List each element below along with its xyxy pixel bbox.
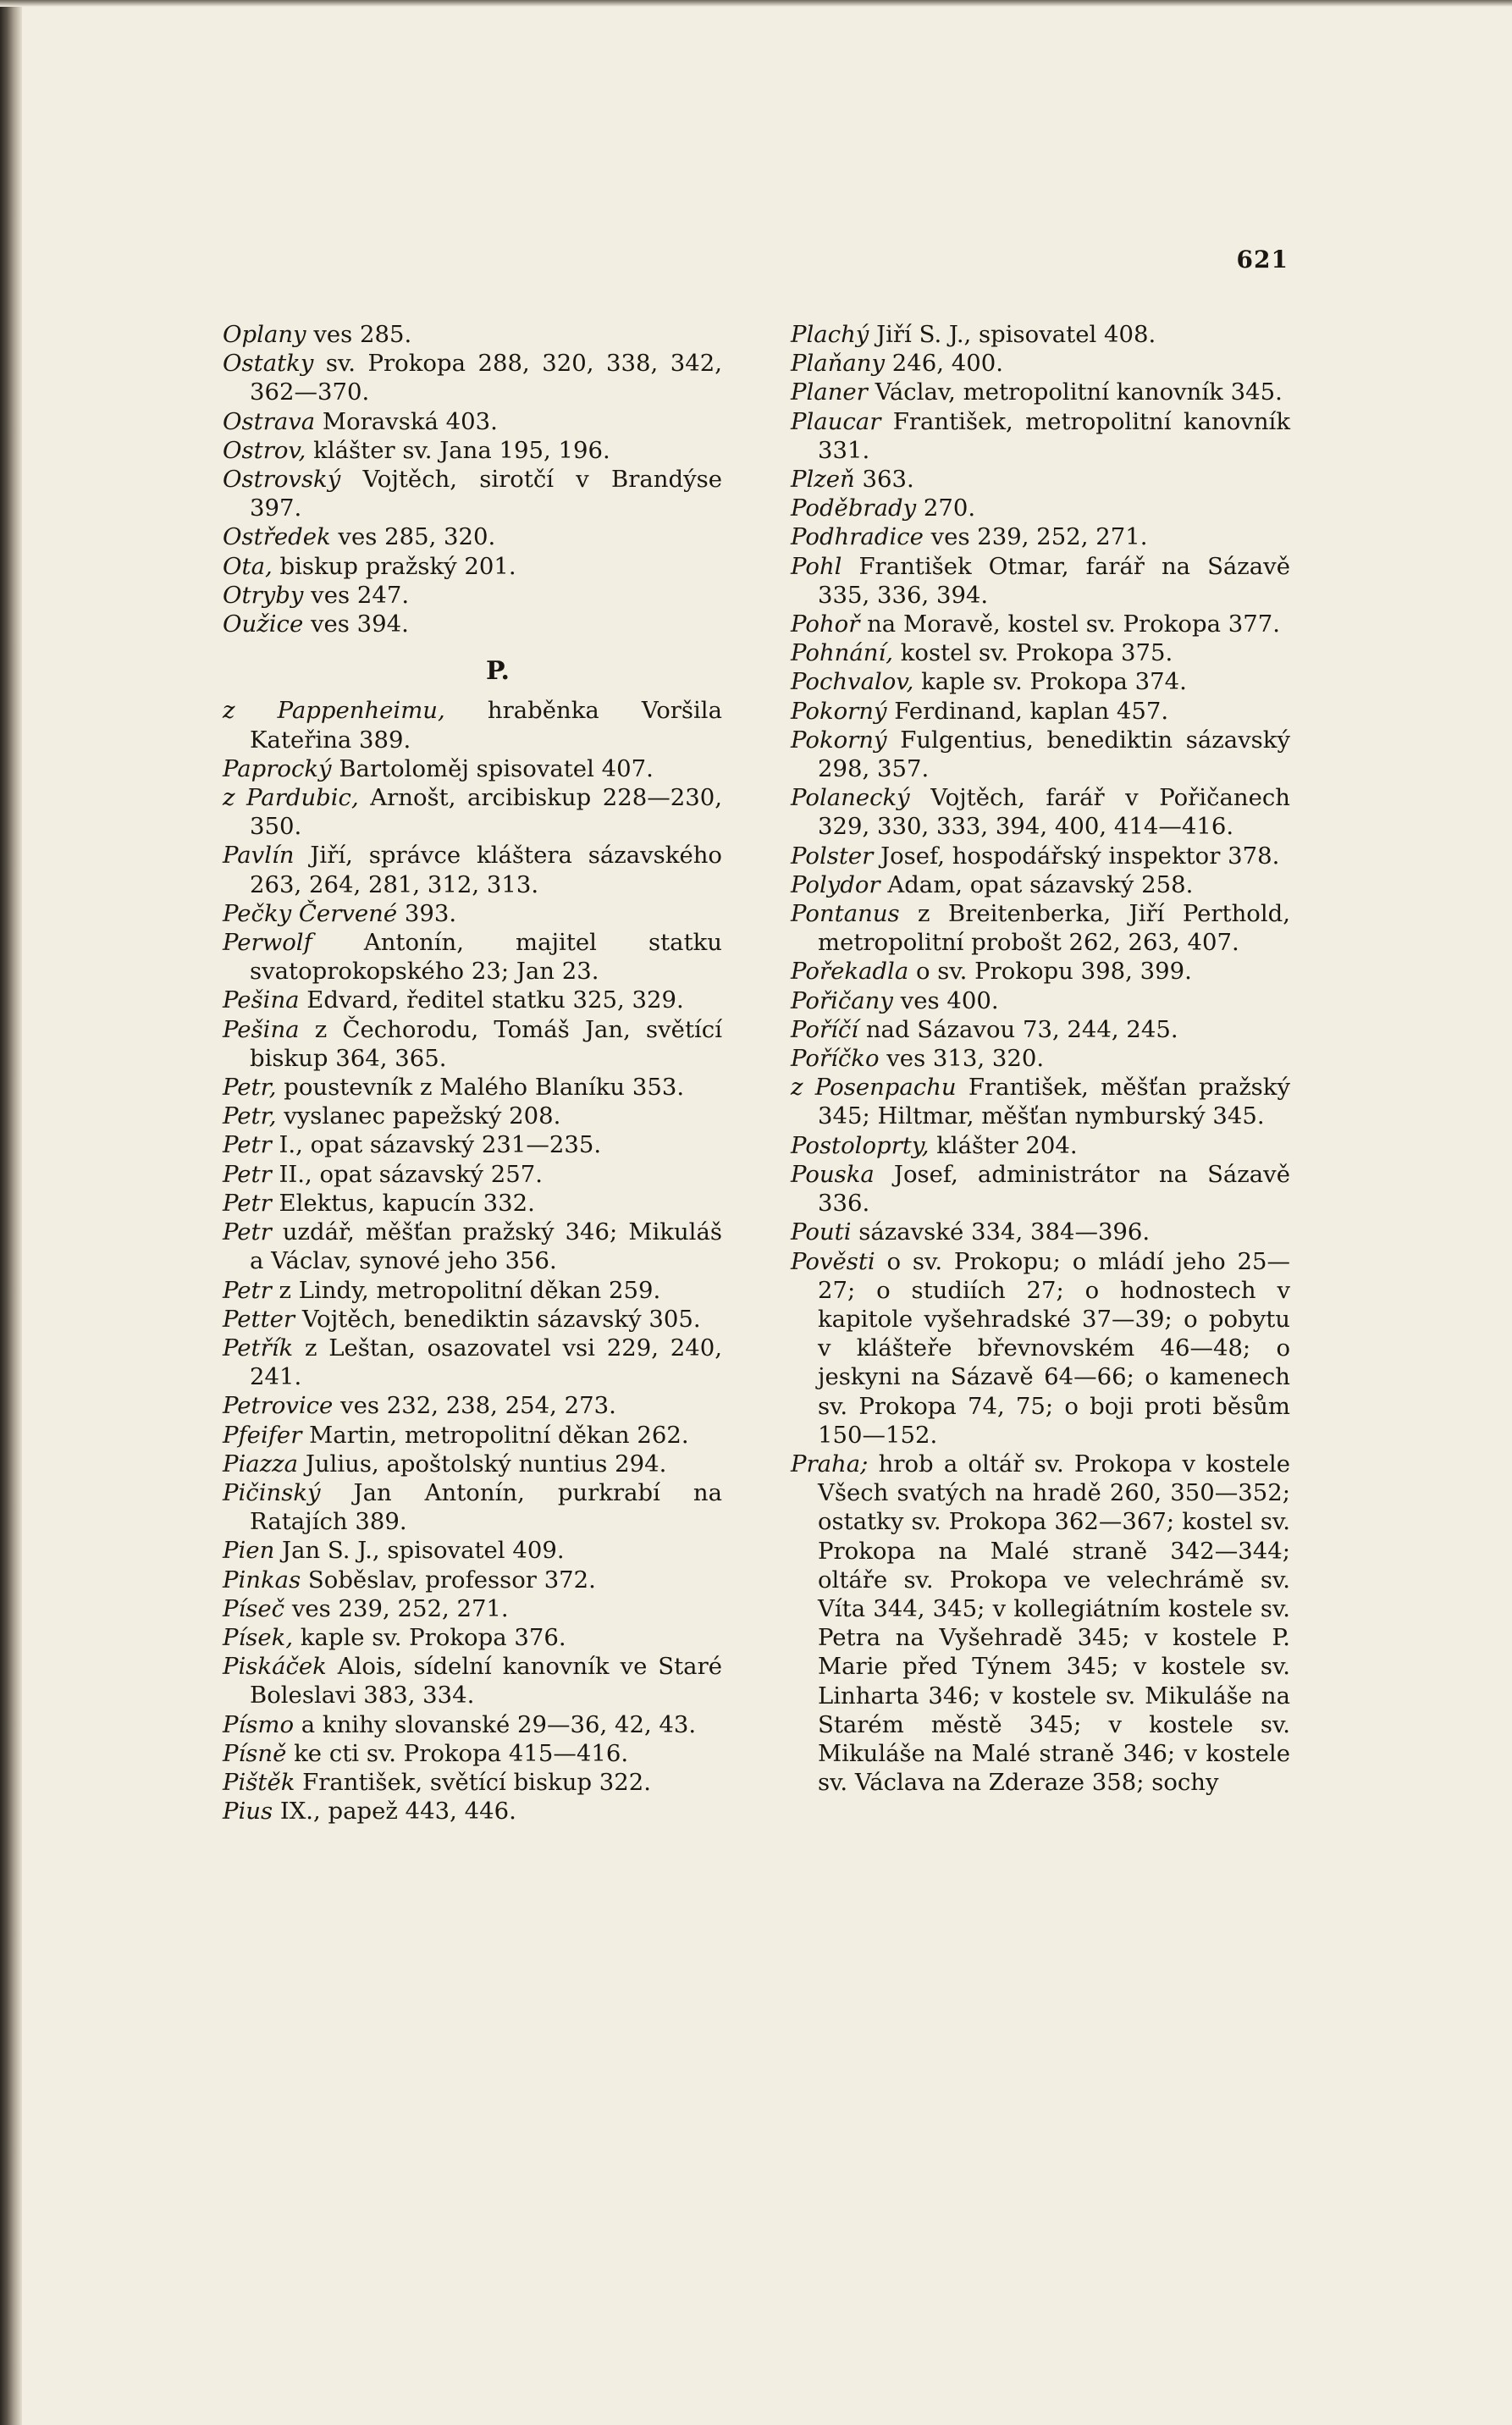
entry-references: Jan S. J., spisovatel 409. (274, 1537, 565, 1565)
entry-headword: Pien (223, 1537, 275, 1565)
entry-headword: Ota, (223, 552, 273, 580)
index-entry (791, 870, 1290, 899)
index-entry (791, 1073, 1290, 1130)
entry-headword: Petr, (223, 1074, 277, 1102)
entry-references: ves 313, 320. (879, 1045, 1045, 1073)
entry-references: klášter 204. (929, 1131, 1078, 1159)
index-entry (223, 1450, 722, 1478)
entry-headword: Praha; (791, 1450, 869, 1478)
entry-headword: Pověsti (791, 1247, 875, 1275)
index-entry (223, 1276, 722, 1305)
index-entry (791, 1044, 1290, 1073)
entry-headword: Pešina (223, 986, 300, 1014)
index-entry (791, 1247, 1290, 1450)
entry-headword: Postoloprty, (791, 1131, 930, 1159)
entry-references: uzdář, měšťan pražský 346; Mikuláš a Václav, synové jeho 356. (250, 1218, 722, 1275)
entry-headword: Pečky Červené (223, 899, 398, 927)
entry-headword: Píseč (223, 1594, 285, 1622)
book-binding-shadow (0, 0, 22, 2425)
entry-references: kaple sv. Prokopa 374. (913, 668, 1187, 696)
left-column (223, 320, 722, 1826)
entry-references: Adam, opat sázavský 258. (880, 870, 1194, 898)
entry-references: František, světící biskup 322. (295, 1768, 652, 1796)
index-entry (791, 1015, 1290, 1044)
entry-references: 270. (916, 494, 976, 522)
right-column (791, 320, 1290, 1797)
entry-references: sázavské 334, 384—396. (851, 1218, 1151, 1246)
index-entry (223, 1594, 722, 1623)
entry-headword: Ostrov, (223, 436, 306, 464)
entry-headword: Písmo (223, 1710, 295, 1738)
entry-headword: Pokorný (791, 726, 887, 754)
index-entry (791, 349, 1290, 378)
entry-headword: Poděbrady (791, 494, 917, 522)
index-entry (791, 783, 1290, 841)
entry-references: z Breitenberka, Jiří Perthold, metropolitní probošt 262, 263, 407. (818, 900, 1290, 957)
entry-references: klášter sv. Jana 195, 196. (306, 436, 610, 464)
index-entry (223, 841, 722, 898)
entry-headword: Písně (223, 1739, 287, 1767)
entry-references: Soběslav, professor 372. (301, 1566, 596, 1594)
entry-headword: Oplany (223, 321, 306, 348)
entry-references: z Leštan, osazovatel vsi 229, 240, 241. (250, 1334, 722, 1391)
entry-references: Fulgentius, benediktin sázavský 298, 357. (818, 726, 1290, 783)
entry-references: ves 285. (306, 321, 412, 348)
entry-references: nad Sázavou 73, 244, 245. (858, 1015, 1178, 1043)
index-entry (791, 1450, 1290, 1797)
index-entry (791, 610, 1290, 638)
index-entry (223, 783, 722, 841)
index-entry (791, 1131, 1290, 1160)
index-entry (791, 465, 1290, 494)
index-entry (223, 1652, 722, 1710)
entry-headword: Pochvalov, (791, 668, 914, 696)
entry-headword: Plaňany (791, 350, 886, 378)
entry-headword: Oužice (223, 610, 304, 638)
entry-headword: Ostředek (223, 523, 331, 551)
entry-headword: Plzeň (791, 466, 855, 494)
entry-references: Ferdinand, kaplan 457. (886, 697, 1169, 725)
page-top-edge (0, 0, 1512, 7)
page-number: 621 (1236, 246, 1289, 273)
entry-references: 393. (397, 899, 457, 927)
entry-headword: Pešina (223, 1015, 300, 1043)
entry-references: Moravská 403. (315, 407, 498, 435)
entry-references: ves 239, 252, 271. (923, 523, 1148, 551)
index-entry (223, 754, 722, 783)
entry-headword: z Posenpachu (791, 1074, 957, 1102)
entry-references: Josef, administrátor na Sázavě 336. (818, 1160, 1290, 1218)
entry-references: o sv. Prokopu; o mládí jeho 25—27; o studiích 27; o hodnostech v kapitole vyšehradské 37—39; o pobytu v klášteře břevnovském 46—48; o jeskyni na Sázavě 64—66; o kamenech sv. Prokopa 74, 75; o boji proti běsům 150—152. (818, 1247, 1290, 1449)
entry-references: Josef, hospodářský inspektor 378. (873, 842, 1280, 870)
index-entry (223, 436, 722, 465)
index-entry (223, 581, 722, 610)
entry-references: Martin, metropolitní děkan 262. (301, 1421, 689, 1449)
entry-headword: Petter (223, 1305, 295, 1333)
entry-headword: Piazza (223, 1450, 299, 1478)
index-entry (791, 986, 1290, 1015)
left-entries-before (223, 320, 722, 638)
entry-headword: Pohl (791, 552, 842, 580)
entry-headword: Petr (223, 1218, 272, 1246)
index-entry (223, 1073, 722, 1102)
entry-references: IX., papež 443, 446. (273, 1798, 516, 1826)
entry-headword: Pius (223, 1798, 273, 1826)
entry-references: ves 285, 320. (330, 523, 496, 551)
entry-references: hrob a oltář sv. Prokopa v kostele Všech svatých na hradě 260, 350—352; ostatky sv. Prokopa 362—367; kostel sv. Prokopa na Malé straně 342—344; oltáře sv. Prokopa ve velechrámě sv. Víta 344, 345; v kollegiátním kostele sv. Petra na Vyšehradě 345; v kostele P. Marie před Týnem 345; v kostele sv. Linharta 346; v kostele sv. Mikuláše na Starém městě 345; v kostele sv. Mikuláše na Malé straně 346; v kostele sv. Václava na Zderaze 358; sochy (818, 1450, 1290, 1797)
index-entry (223, 1478, 722, 1536)
index-entry (791, 494, 1290, 522)
entry-references: ves 247. (303, 581, 410, 609)
entry-references: hraběnka Voršila Kateřina 389. (250, 697, 722, 754)
entry-headword: Pontanus (791, 900, 900, 928)
index-entry (223, 349, 722, 406)
entry-references: o sv. Prokopu 398, 399. (908, 958, 1192, 986)
entry-references: kaple sv. Prokopa 376. (293, 1623, 566, 1651)
entry-references: vyslanec papežský 208. (276, 1102, 561, 1130)
index-entry (791, 378, 1290, 406)
entry-headword: Pavlín (223, 842, 295, 870)
index-entry (791, 667, 1290, 696)
entry-headword: Pohnání, (791, 639, 894, 667)
entry-references: ves 394. (303, 610, 409, 638)
entry-headword: Písek, (223, 1623, 294, 1651)
entry-references: poustevník z Malého Blaníku 353. (276, 1074, 685, 1102)
entry-headword: Petr (223, 1160, 272, 1188)
section-letter: P. (485, 656, 510, 687)
entry-references: Vojtěch, sirotčí v Brandýse 397. (250, 466, 722, 522)
right-entries (791, 320, 1290, 1797)
entry-headword: Petr (223, 1276, 272, 1304)
entry-headword: Pořičany (791, 986, 893, 1014)
entry-headword: Ostrovský (223, 466, 341, 494)
entry-references: Václav, metropolitní kanovník 345. (867, 378, 1283, 406)
index-entry (223, 986, 722, 1014)
entry-headword: Poříčí (791, 1015, 859, 1043)
index-entry (223, 1130, 722, 1159)
entry-headword: Pfeifer (223, 1421, 302, 1449)
index-entry (223, 552, 722, 581)
index-entry (223, 1334, 722, 1391)
entry-headword: Petřík (223, 1334, 294, 1362)
index-entry (223, 320, 722, 349)
index-entry (791, 899, 1290, 957)
index-entry (223, 407, 722, 436)
index-entry (791, 957, 1290, 986)
index-entry (791, 638, 1290, 667)
entry-headword: Polster (791, 842, 874, 870)
entry-references: Alois, sídelní kanovník ve Staré Boleslavi 383, 334. (250, 1653, 722, 1710)
index-entry (223, 1421, 722, 1450)
entry-headword: Petr (223, 1189, 272, 1217)
entry-references: Vojtěch, farář v Pořičanech 329, 330, 333, 394, 400, 414—416. (818, 784, 1290, 841)
index-entry (791, 697, 1290, 726)
index-entry (223, 465, 722, 522)
entry-headword: Plaucar (791, 407, 881, 435)
entry-headword: Pouti (791, 1218, 852, 1246)
index-entry (223, 610, 722, 638)
entry-references: Jiří, správce kláštera sázavského 263, 264, 281, 312, 313. (250, 842, 722, 898)
index-entry (223, 696, 722, 754)
entry-references: I., opat sázavský 231—235. (271, 1131, 602, 1159)
index-entry (223, 1768, 722, 1797)
entry-references: Edvard, ředitel statku 325, 329. (299, 986, 684, 1014)
entry-headword: Pouska (791, 1160, 875, 1188)
index-entry (791, 726, 1290, 783)
entry-references: František Otmar, farář na Sázavě 335, 336, 394. (818, 552, 1290, 609)
entry-references: ves 400. (892, 986, 999, 1014)
entry-references: Vojtěch, benediktin sázavský 305. (295, 1305, 701, 1333)
entry-headword: Petrovice (223, 1392, 334, 1420)
index-entry (791, 1160, 1290, 1218)
entry-headword: Polanecký (791, 784, 910, 812)
entry-headword: Pokorný (791, 697, 887, 725)
entry-headword: Polydor (791, 870, 880, 898)
entry-references: Arnošt, arcibiskup 228—230, 350. (250, 784, 722, 841)
entry-references: Jiří S. J., spisovatel 408. (869, 321, 1156, 348)
index-entry (223, 1189, 722, 1218)
index-entry (223, 1305, 722, 1334)
index-entry (223, 1623, 722, 1652)
entry-references: z Čechorodu, Tomáš Jan, světící biskup 364, 365. (250, 1015, 722, 1072)
entry-headword: Poříčko (791, 1045, 880, 1073)
index-entry (223, 1566, 722, 1594)
index-entry (223, 1102, 722, 1130)
entry-references: Elektus, kapucín 332. (271, 1189, 535, 1217)
entry-references: II., opat sázavský 257. (271, 1160, 544, 1188)
entry-references: sv. Prokopa 288, 320, 338, 342, 362—370. (250, 350, 722, 406)
entry-headword: Ostrava (223, 407, 316, 435)
index-entry (223, 1536, 722, 1565)
entry-headword: Pinkas (223, 1566, 301, 1594)
index-entry (791, 320, 1290, 349)
entry-headword: Planer (791, 378, 868, 406)
entry-headword: Pištěk (223, 1768, 295, 1796)
entry-references: ke cti sv. Prokopa 415—416. (286, 1739, 629, 1767)
entry-references: Jan Antonín, purkrabí na Ratajích 389. (250, 1478, 722, 1536)
index-entry (223, 1015, 722, 1073)
entry-headword: z Pardubic, (223, 784, 359, 812)
entry-references: 363. (854, 466, 914, 494)
index-entry (791, 407, 1290, 465)
entry-headword: Podhradice (791, 523, 924, 551)
index-entry (223, 899, 722, 928)
entry-references: František, metropolitní kanovník 331. (818, 407, 1290, 464)
index-entry (223, 1797, 722, 1826)
entry-references: ves 239, 252, 271. (284, 1594, 509, 1622)
index-entry (791, 842, 1290, 870)
entry-references: Julius, apoštolský nuntius 294. (298, 1450, 667, 1478)
entry-headword: Petr, (223, 1102, 277, 1130)
index-entry (223, 928, 722, 986)
entry-headword: Ostatky (223, 350, 314, 378)
entry-headword: Petr (223, 1131, 272, 1159)
entry-headword: Pohoř (791, 610, 860, 638)
index-entry (223, 522, 722, 551)
index-entry (223, 1218, 722, 1275)
entry-references: kostel sv. Prokopa 375. (893, 639, 1173, 667)
entry-headword: Pičinský (223, 1478, 321, 1506)
entry-references: Bartoloměj spisovatel 407. (331, 754, 654, 782)
entry-references: z Lindy, metropolitní děkan 259. (271, 1276, 661, 1304)
entry-references: František, měšťan pražský 345; Hiltmar, měšťan nymburský 345. (818, 1074, 1290, 1130)
index-entry (791, 552, 1290, 610)
entry-references: biskup pražský 201. (272, 552, 516, 580)
entry-headword: Otryby (223, 581, 304, 609)
entry-headword: Plachý (791, 321, 869, 348)
entry-headword: Perwolf (223, 929, 312, 957)
entry-headword: Pořekadla (791, 958, 909, 986)
entry-headword: Piskáček (223, 1653, 327, 1681)
index-entry (223, 1739, 722, 1768)
entry-references: Antonín, majitel statku svatoprokopského 23; Jan 23. (250, 929, 722, 986)
entry-headword: z Pappenheimu, (223, 697, 445, 725)
index-entry (223, 1710, 722, 1739)
index-entry (223, 1391, 722, 1420)
entry-references: na Moravě, kostel sv. Prokopa 377. (859, 610, 1280, 638)
entry-references: ves 232, 238, 254, 273. (333, 1392, 616, 1420)
entry-headword: Paprocký (223, 754, 332, 782)
index-entry (223, 1160, 722, 1189)
index-entry (791, 522, 1290, 551)
entry-references: a knihy slovanské 29—36, 42, 43. (294, 1710, 697, 1738)
left-entries-after (223, 696, 722, 1826)
index-entry (791, 1218, 1290, 1246)
entry-references: 246, 400. (885, 350, 1004, 378)
